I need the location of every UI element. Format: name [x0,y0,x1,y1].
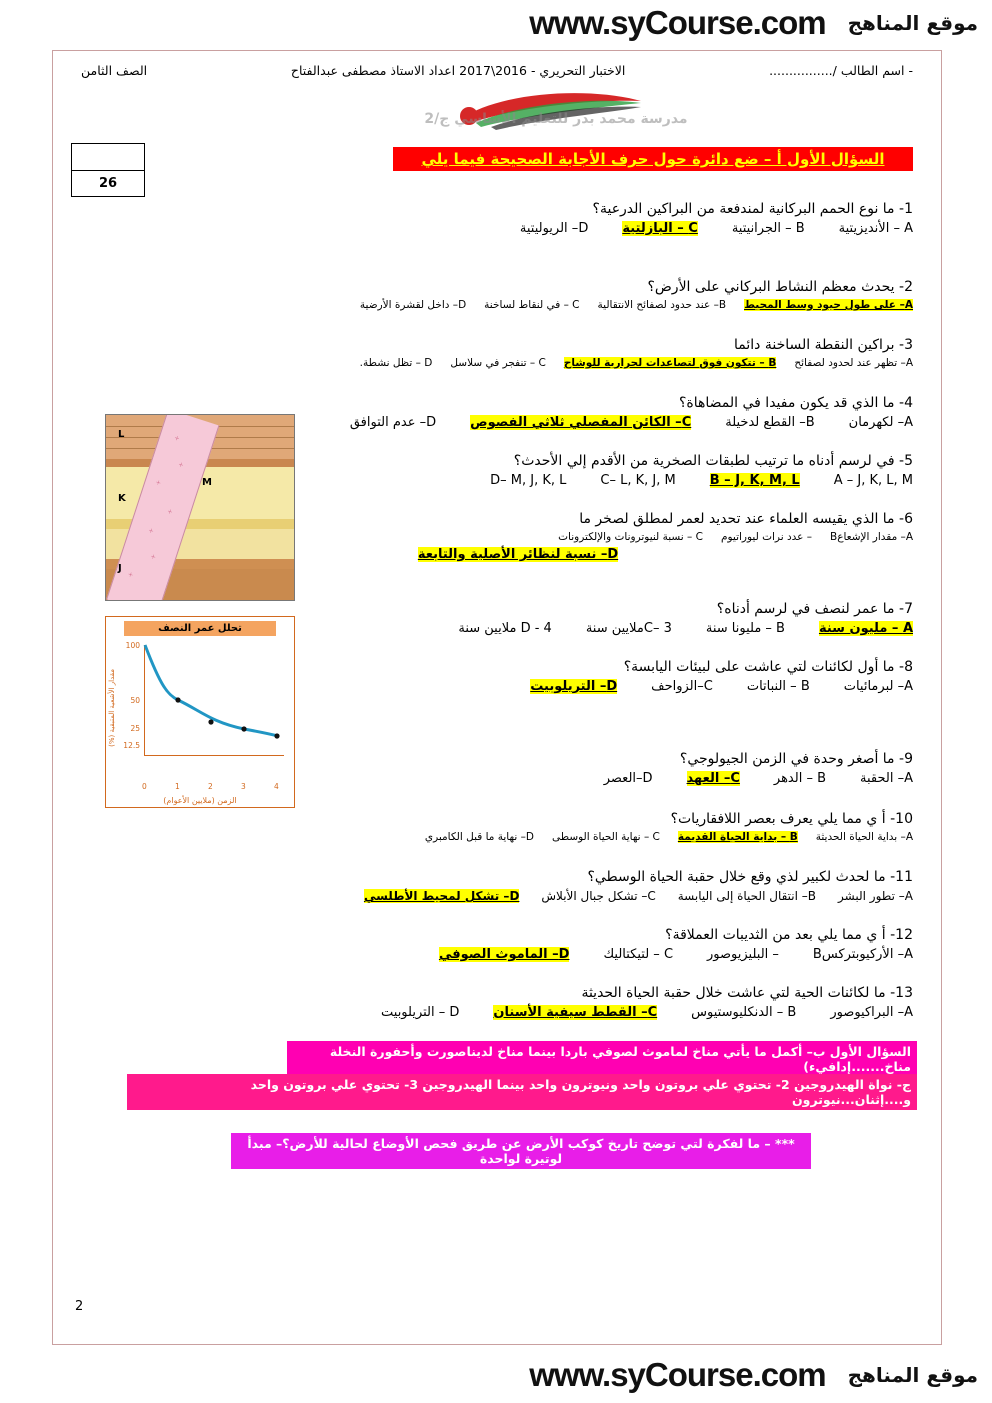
option-b[interactable]: – البليزيوصور [707,947,779,962]
option-d[interactable]: D–العصر [603,771,653,786]
question-11-text: ما لحدث لكبير لذي وقع خلال حقبة الحياة الوسطي؟ [587,869,886,885]
option-c[interactable]: C – البازلتية [622,221,698,236]
question-8 [253,659,913,694]
question-1b-block: السؤال الأول ب– أكمل ما يأتي مناخ لماموث لصوفي باردا بينما مناخ لديناصورت وأحفورة النخلة مناخ.......إدافيء) [287,1041,917,1077]
option-b[interactable]: B – الجرانيتية [731,221,805,236]
chart-x-tick-1: 1 [175,782,180,791]
chart-title: تحلل عمر النصف [124,621,276,636]
logo-school-name: مدرسة محمد بدر للتعليم الأساسي ج/2 [424,111,688,127]
question-1-number: 1- [899,201,913,217]
rock-label-L: L [118,429,125,440]
question-7-number: 7- [899,601,913,617]
option-c[interactable]: C – نسبة لنيوترونات والإلكترونات [558,531,703,543]
question-10-number: 10- [890,811,913,827]
option-b[interactable]: B– عند حدود لصفائح الانتقالية [597,299,727,311]
option-a[interactable]: A– بداية الحياة الحديثة [815,831,913,843]
chart-y-tick-12-5: 12.5 [123,741,140,750]
chart-x-tick-4: 4 [274,782,279,791]
option-c[interactable]: C– الكائن المفصلي ثلاثي الفصوص [470,415,692,430]
question-6-number: 6- [899,511,913,527]
question-2-number: 2- [899,279,913,295]
question-11-number: 11- [890,869,913,885]
chart-x-axis-label: الزمن (ملايين الأعوام) [163,796,237,805]
page-header [53,63,941,78]
chart-x-tick-3: 3 [241,782,246,791]
question-3 [113,337,913,369]
question-2-options [113,299,913,311]
question-3-number: 3- [899,337,913,353]
question-4 [253,395,913,430]
option-c[interactable]: C– العهد [686,771,740,786]
watermark-url-course-bottom: Course.com [644,1356,826,1393]
question-1-stem [253,201,913,217]
option-c[interactable]: C– L, K, J, M [600,473,676,488]
question-5-options [253,473,913,488]
chart-decay-curve [106,617,294,807]
option-d[interactable]: D– نسبة لنظائر الأصلية والتابعة [417,547,619,562]
option-c[interactable]: C–الزواحف [651,679,713,694]
rock-layers-figure [105,414,295,601]
question-3-text: براكين النقطة الساخنة دائما [734,337,895,353]
option-d[interactable]: D – التريلوبيت [381,1005,460,1020]
chart-y-tick-25: 25 [130,724,140,733]
watermark-url [529,4,825,42]
question-7-options [253,621,913,636]
question-1 [253,201,913,236]
question-4-number: 4- [899,395,913,411]
score-box [71,143,145,197]
question-9-number: 9- [899,751,913,767]
half-life-chart [105,616,295,808]
option-a[interactable]: A– البراكيوصور [830,1005,913,1020]
chart-x-tick-2: 2 [208,782,213,791]
option-b[interactable]: – عدد نرات ليوراتيوم [720,531,812,543]
option-a[interactable]: A– تظهر عند لحدود لصفائح [794,357,913,369]
chart-y-tick-50: 50 [130,696,140,705]
question-10-stem [123,811,913,827]
option-b[interactable]: B– القطع لدخيلة [725,415,815,430]
option-b[interactable]: B – النباتات [746,679,810,694]
question-12-stem [253,927,913,943]
header-student-name: - اسم الطالب /................ [769,63,913,78]
header-exam-info: الاختبار التحريري - 2016\2017 اعداد الاستاذ مصطفى عبدالفتاح [290,63,626,78]
question-1-title: السؤال الأول أ – ضع دائرة حول حرف الأجابة الصحيحة فيما يلي [393,147,913,171]
watermark-url-course: Course.com [644,4,826,41]
option-d[interactable]: D– الريوليتية [519,221,589,236]
chart-x-tick-0: 0 [142,782,147,791]
option-b[interactable]: B – J, K, M, L [709,473,800,488]
question-13-stem [253,985,913,1001]
question-1-text: ما نوع الحمم البركانية لمندفعة من البراكين الدرعية؟ [592,201,895,217]
option-d[interactable]: D– داخل لقشرة الأرضية [359,299,467,311]
igneous-dike-M: + + + + + + + [106,414,219,601]
rock-label-J: J [118,563,122,574]
option-a[interactable]: A – J, K, L, M [833,473,913,488]
option-c[interactable]: C– القطط سيفية الأسنان [493,1005,658,1020]
option-d[interactable]: D– التريلوبيت [530,679,618,694]
question-extra-block: *** – ما لفكرة لتي توضح تاريخ كوكب الأرض عن طريق فحص الأوضاع لحالية للأرض؟– مبدأ لوتيرة لواحدة [231,1133,811,1169]
question-2 [113,279,913,311]
question-13-text: ما لكائنات الحية لتي عاشت خلال حقبة الحياة الحديثة [581,985,886,1001]
score-value: 26 [98,176,118,191]
question-5-number: 5- [899,453,913,469]
watermark-top [0,0,992,46]
question-9 [253,751,913,786]
question-8-stem [253,659,913,675]
question-11-stem [123,869,913,885]
question-8-text: ما أول لكائنات لتي عاشت على لبيئات اليابسة؟ [623,659,895,675]
option-d[interactable]: D – تظل نشطة. [359,357,433,369]
watermark-bottom [0,1352,992,1398]
question-12-number: 12- [890,927,913,943]
watermark-url-bottom [529,1356,825,1394]
question-12 [253,927,913,962]
question-12-text: أ ي مما يلي بعد من الثديبات العملاقة؟ [665,927,886,943]
option-c[interactable]: C – تنفجر في سلاسل [450,357,546,369]
question-9-options [253,771,913,786]
question-1c-block: ج- نواة الهيدروجين 2- تحتوي علي بروتون واحد ونيوترون واحد بينما الهيدروجين 3- تحتوي علي بروتون واحد و....إثنان...نيوترون [127,1074,917,1110]
option-d[interactable]: D– M, J, K, L [490,473,567,488]
question-10 [123,811,913,843]
question-4-text: ما الذي قد يكون مفيدا في المضاهاة؟ [678,395,895,411]
option-a[interactable]: A– تطور البشر [838,889,913,903]
watermark-arabic-text-bottom: موقع المناهج [847,1363,978,1387]
question-3-stem [113,337,913,353]
option-b[interactable]: B – مليونا سنة [705,621,785,636]
rock-label-K: K [118,493,126,504]
option-b[interactable]: B – الدنكليوستيوس [691,1005,797,1020]
page-number: 2 [75,1299,84,1314]
option-b[interactable]: B – الدهر [773,771,827,786]
question-11 [123,869,913,903]
question-5-stem [253,453,913,469]
question-2-text: يحدث معظم النشاط البركاني على الأرض؟ [647,279,895,295]
option-d[interactable]: D– عدم التوافق [349,415,437,430]
question-7 [253,601,913,636]
option-a[interactable]: A– لبرمائيات [843,679,913,694]
watermark-url-www-bottom: www. [529,1356,611,1393]
option-a[interactable]: A – الأنديزيتية [838,221,913,236]
question-9-text: ما أصغر وحدة في الزمن الجيولوجي؟ [679,751,895,767]
question-2-stem [113,279,913,295]
option-b[interactable]: B– انتقال الحياة إلى اليابسة [677,889,817,903]
question-7-text: ما عمر لنصف في لرسم أدناه؟ [716,601,895,617]
option-c[interactable]: C– تشكل جبال الأبلاش [541,889,656,903]
question-3-options [113,357,913,369]
question-4-options [253,415,913,430]
question-8-number: 8- [899,659,913,675]
question-11-options [123,889,913,903]
option-d[interactable]: D– نهاية ما قبل الكامبري [424,831,534,843]
question-13-number: 13- [890,985,913,1001]
exam-page [52,50,942,1345]
question-6-text: ما الذي يقيسه العلماء عند تحديد لعمر لمطلق لصخر ما [579,511,895,527]
option-c[interactable]: C– 3ملايين سنة [585,621,672,636]
question-8-options [253,679,913,694]
watermark-url-www: www. [529,4,611,41]
option-a[interactable]: A– الحقبة [860,771,913,786]
option-a[interactable]: A– على طول حيود وسط المحيط [744,299,913,311]
watermark-url-sy-bottom: sy [610,1356,645,1393]
watermark-arabic-text: موقع المناهج [847,11,978,35]
question-9-stem [253,751,913,767]
chart-y-axis-label: مقدار الأشعية المتبقية (%) [108,669,116,747]
option-a[interactable]: A – مليون سنة [818,621,913,636]
option-d[interactable]: D - 4 ملايين سنة [458,621,552,636]
rock-label-M: M [202,477,212,488]
header-grade: الصف الثامن [81,63,148,78]
option-a[interactable]: A– لكهرمان [848,415,913,430]
question-13 [253,985,913,1020]
question-10-options [123,831,913,843]
question-5-text: في لرسم أدناه ما ترتيب لطبقات الصخرية من الأقدم إلي الأحدث؟ [513,453,895,469]
option-a[interactable]: A– الأركيوبتركسB [812,947,913,962]
school-logo [341,85,771,133]
chart-y-tick-100: 100 [125,641,140,650]
question-4-stem [253,395,913,411]
question-12-options [253,947,913,962]
option-a[interactable]: A– مقدار الإشعاعB [830,531,913,543]
question-7-stem [253,601,913,617]
option-d[interactable]: D– تشكل لمحيط الأطلسي [363,889,520,903]
option-c[interactable]: C – لتيكتاليك [603,947,674,962]
option-d[interactable]: D– الماموث الصوفي [438,947,570,962]
question-1-options [253,221,913,236]
question-13-options [253,1005,913,1020]
question-10-text: أ ي مما يلي يعرف بعصر اللافقاريات؟ [670,811,886,827]
option-c[interactable]: C – نهاية الحياة الوسطى [551,831,660,843]
option-b[interactable]: B – تتكون فوق لتصاعدات لحرارية للوشاح [563,357,777,369]
question-5 [253,453,913,488]
option-c[interactable]: C – في لنقاط لساخنة [484,299,580,311]
option-b[interactable]: B – بداية الحياة القديمة [677,831,798,843]
watermark-url-sy: sy [610,4,645,41]
